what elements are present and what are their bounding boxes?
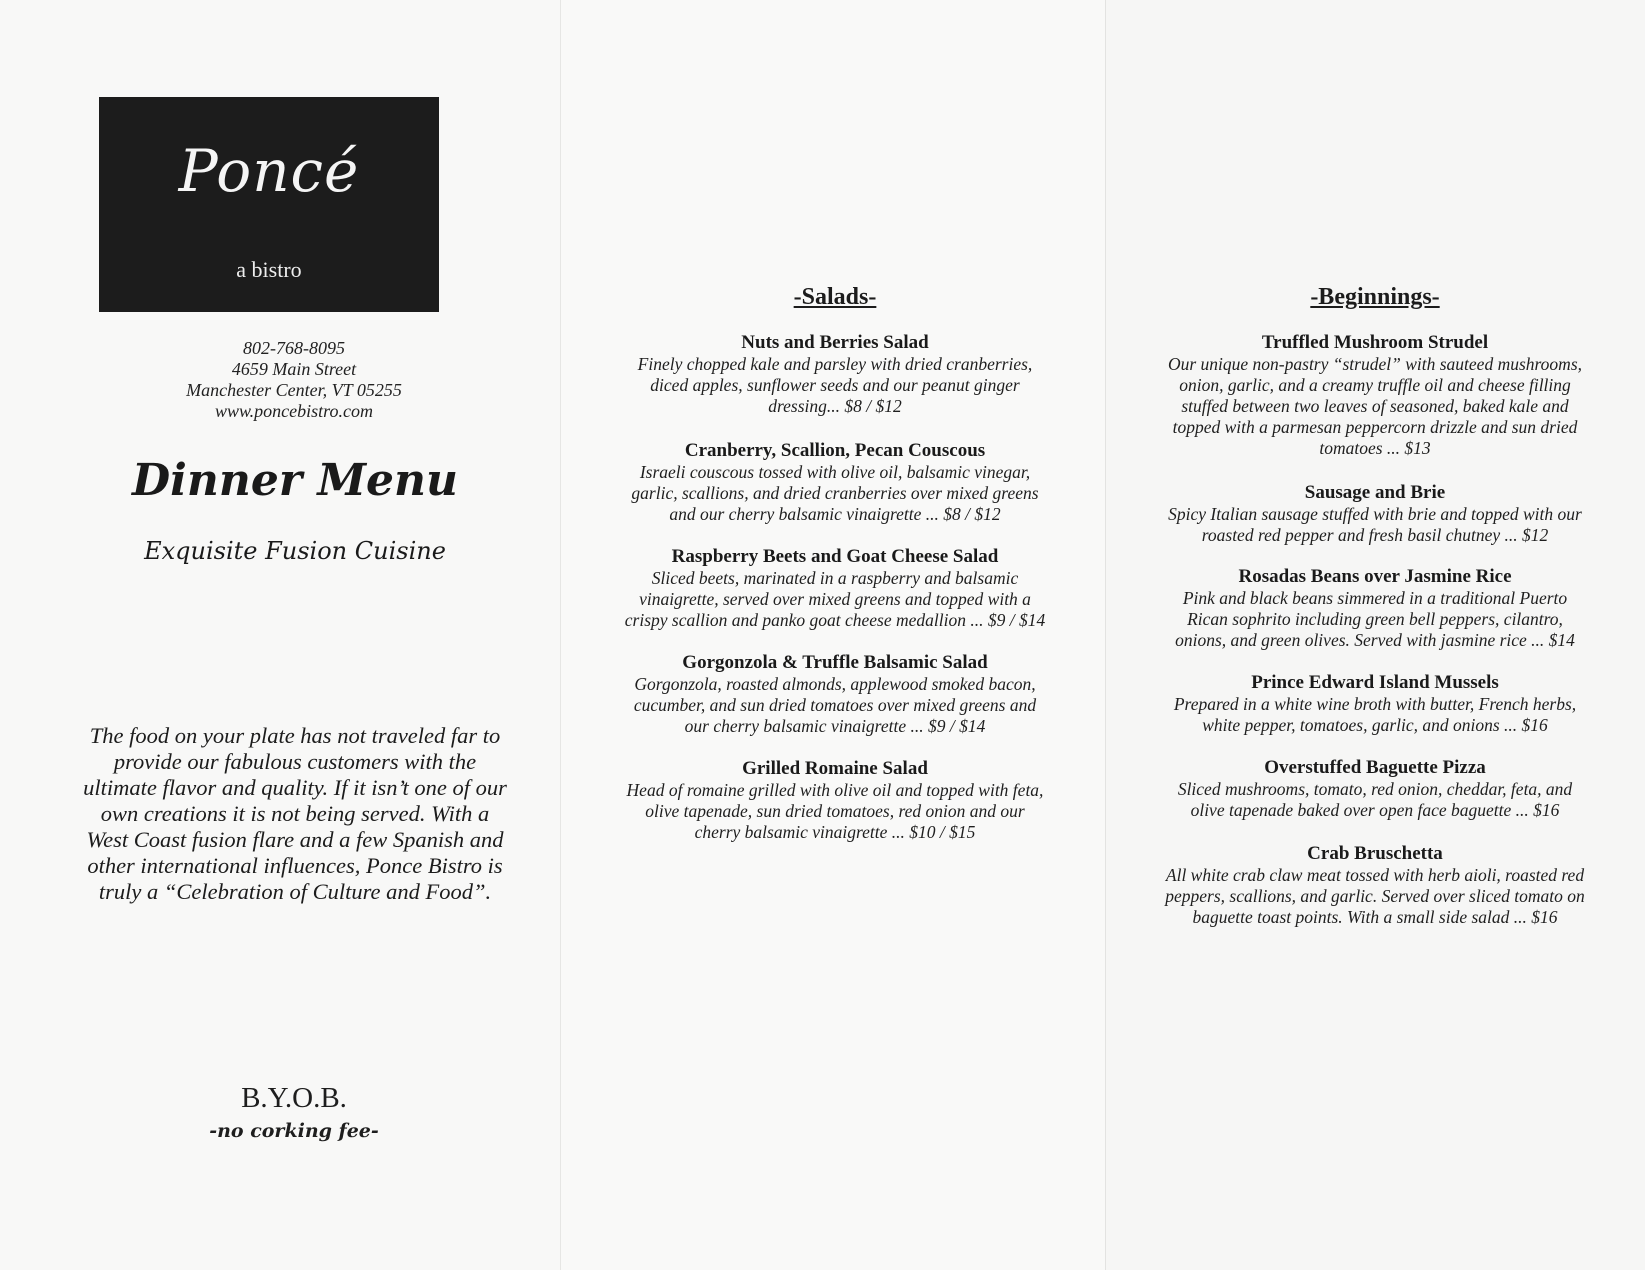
- logo-tagline: a bistro: [236, 257, 302, 282]
- item-description-line: Our unique non-pastry “strudel” with sauteed mushrooms,: [1167, 354, 1583, 374]
- salad-item: [565, 652, 1105, 737]
- item-name: Nuts and Berries Salad: [741, 332, 929, 353]
- phone-number: 802-768-8095: [243, 338, 345, 358]
- intro-line: West Coast fusion flare and a few Spanish and: [86, 827, 504, 852]
- beginning-item: [1105, 843, 1645, 928]
- item-name: Grilled Romaine Salad: [742, 758, 928, 779]
- item-description-line: baguette toast points. With a small side salad ... $16: [1192, 907, 1558, 927]
- beginning-item: [1105, 482, 1645, 546]
- logo-name: Poncé: [178, 137, 360, 205]
- item-description-line: vinaigrette, served over mixed greens and topped with a: [639, 589, 1031, 609]
- salad-item: [565, 332, 1105, 417]
- item-name: Cranberry, Scallion, Pecan Couscous: [684, 440, 986, 461]
- item-description-line: topped with a parmesan peppercorn drizzle and sun dried: [1172, 417, 1578, 437]
- item-description-line: onions, and green olives. Served with jasmine rice ... $14: [1175, 630, 1575, 650]
- item-description-line: cucumber, and sun dried tomatoes over mixed greens and: [633, 695, 1037, 715]
- item-description-line: crispy scallion and panko goat cheese medallion ... $9 / $14: [624, 610, 1046, 630]
- item-description-line: Israeli couscous tossed with olive oil, balsamic vinegar,: [639, 462, 1031, 482]
- item-description-line: tomatoes ... $13: [1319, 438, 1431, 458]
- item-description-line: Finely chopped kale and parsley with dried cranberries,: [637, 354, 1033, 374]
- item-description-line: garlic, scallions, and dried cranberries over mixed greens: [631, 483, 1039, 503]
- city-address: Manchester Center, VT 05255: [186, 380, 402, 400]
- intro-line: provide our fabulous customers with the: [113, 749, 477, 774]
- menu-subtitle: Exquisite Fusion Cuisine: [144, 537, 446, 565]
- item-description-line: dressing... $8 / $12: [768, 396, 902, 416]
- intro-line: other international influences, Ponce Bistro is: [87, 853, 503, 878]
- intro-line: ultimate flavor and quality. If it isn’t one of our: [83, 775, 507, 800]
- menu-title: Dinner Menu: [131, 455, 459, 506]
- intro-line: own creations it is not being served. With a: [100, 801, 490, 826]
- item-description-line: Gorgonzola, roasted almonds, applewood smoked bacon,: [634, 674, 1036, 694]
- item-description-line: olive tapenade, sun dried tomatoes, red onion and our: [645, 801, 1025, 821]
- salad-item: [565, 546, 1105, 631]
- intro-paragraph: [45, 723, 545, 905]
- salads-heading: -Salads-: [793, 284, 877, 310]
- logo-block: [99, 97, 439, 312]
- item-description-line: Rican sophrito including green bell peppers, cilantro,: [1187, 609, 1563, 629]
- byob-label: B.Y.O.B.: [241, 1082, 347, 1114]
- item-name: Overstuffed Baguette Pizza: [1264, 757, 1486, 778]
- item-name: Crab Bruschetta: [1307, 843, 1443, 864]
- item-description-line: our cherry balsamic vinaigrette ... $9 / $14: [684, 716, 986, 736]
- salad-item: [565, 440, 1105, 525]
- intro-line: truly a “Celebration of Culture and Food”.: [98, 879, 492, 904]
- item-description-line: roasted red pepper and fresh basil chutney ... $12: [1201, 525, 1549, 545]
- item-name: Sausage and Brie: [1304, 482, 1446, 503]
- middle-panel: [560, 0, 1105, 1270]
- beginnings-heading: -Beginnings-: [1310, 284, 1440, 310]
- item-name: Raspberry Beets and Goat Cheese Salad: [671, 546, 999, 567]
- item-description-line: onion, garlic, and a creamy truffle oil and cheese filling: [1179, 375, 1571, 395]
- street-address: 4659 Main Street: [231, 359, 357, 379]
- salad-item: [565, 758, 1105, 843]
- intro-line: The food on your plate has not traveled far to: [89, 723, 501, 748]
- beginning-item: [1105, 672, 1645, 736]
- website: www.poncebistro.com: [215, 401, 373, 421]
- item-description-line: stuffed between two leaves of seasoned, baked kale and: [1181, 396, 1569, 416]
- item-name: Prince Edward Island Mussels: [1251, 672, 1499, 693]
- item-description-line: Sliced beets, marinated in a raspberry and balsamic: [651, 568, 1019, 588]
- item-description-line: and our cherry balsamic vinaigrette ... $8 / $12: [669, 504, 1001, 524]
- item-description-line: peppers, scallions, and garlic. Served over sliced tomato on: [1165, 886, 1585, 906]
- item-description-line: cherry balsamic vinaigrette ... $10 / $15: [694, 822, 976, 842]
- item-description-line: white pepper, tomatoes, garlic, and onions ... $16: [1202, 715, 1548, 735]
- item-description-line: Pink and black beans simmered in a traditional Puerto: [1182, 588, 1568, 608]
- item-description-line: diced apples, sunflower seeds and our peanut ginger: [650, 375, 1020, 395]
- corking-fee-note: -no corking fee-: [209, 1120, 379, 1142]
- item-description-line: Head of romaine grilled with olive oil and topped with feta,: [626, 780, 1044, 800]
- item-name: Gorgonzola & Truffle Balsamic Salad: [682, 652, 988, 673]
- item-description-line: Sliced mushrooms, tomato, red onion, cheddar, feta, and: [1177, 779, 1573, 799]
- beginning-item: [1105, 332, 1645, 459]
- contact-info: [99, 338, 489, 422]
- item-description-line: Spicy Italian sausage stuffed with brie and topped with our: [1168, 504, 1582, 524]
- item-name: Truffled Mushroom Strudel: [1261, 332, 1489, 353]
- item-description-line: olive tapenade baked over open face baguette ... $16: [1190, 800, 1560, 820]
- beginning-item: [1105, 566, 1645, 651]
- item-description-line: Prepared in a white wine broth with butter, French herbs,: [1173, 694, 1577, 714]
- beginning-item: [1105, 757, 1645, 821]
- item-description-line: All white crab claw meat tossed with herb aioli, roasted red: [1165, 865, 1585, 885]
- item-name: Rosadas Beans over Jasmine Rice: [1238, 566, 1512, 587]
